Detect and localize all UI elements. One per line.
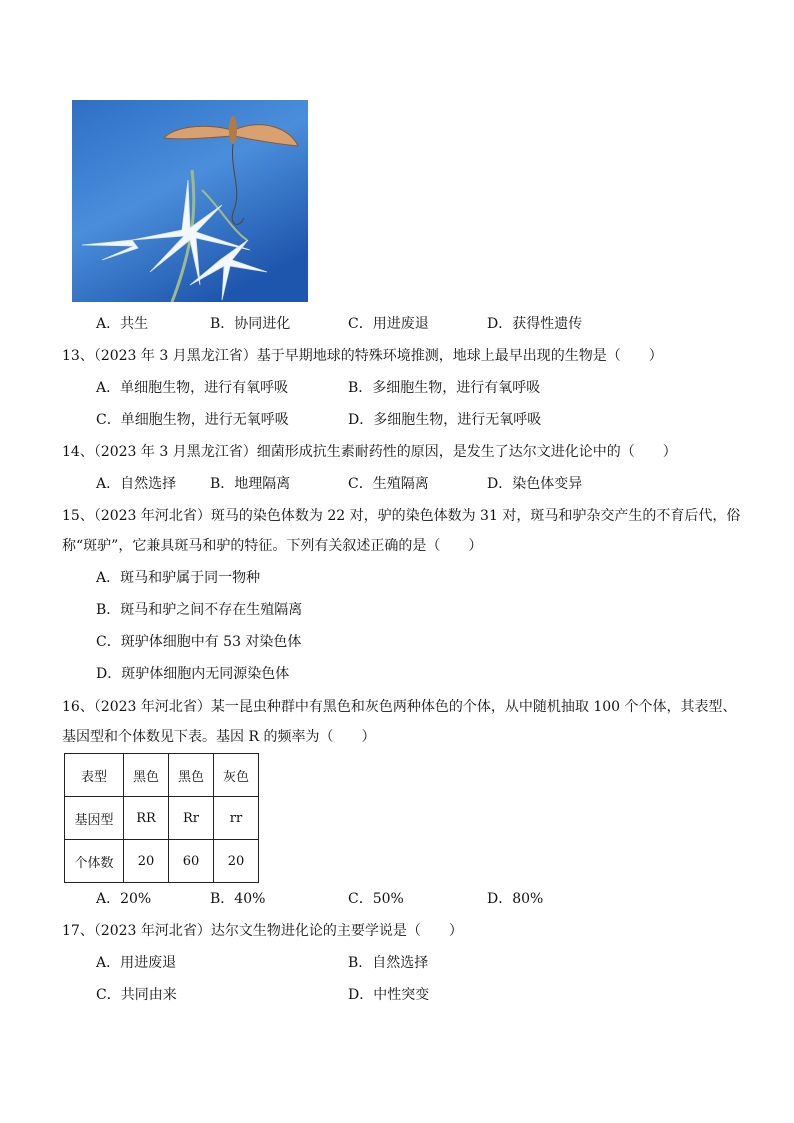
table-row <box>65 840 259 883</box>
q12-option-c: C．用进废退 <box>348 316 429 332</box>
q14-stem: 14、（2023 年 3 月黑龙江省）细菌形成抗生素耐药性的原因，是发生了达尔文进化论中的（ ） <box>62 444 677 460</box>
q17-option-a: A．用进废退 <box>96 955 177 971</box>
q13-option-a: A．单细胞生物，进行有氧呼吸 <box>96 380 289 396</box>
q16-stem-line1: 16、（2023 年河北省）某一昆虫种群中有黑色和灰色两种体色的个体，从中随机抽取 100 个个体，其表型、 <box>62 699 737 715</box>
moth-orchid-illustration <box>72 100 308 302</box>
q16-option-b: B．40% <box>210 891 266 907</box>
table-cell: 20 <box>124 840 169 883</box>
q15-stem-line1: 15、（2023 年河北省）斑马的染色体数为 22 对，驴的染色体数为 31 对，斑马和驴杂交产生的不育后代，俗 <box>62 508 741 524</box>
q15-option-b: B．斑马和驴之间不存在生殖隔离 <box>96 602 303 618</box>
table-cell: 基因型 <box>65 797 124 840</box>
q12-option-d: D．获得性遗传 <box>487 316 583 332</box>
moth-orchid-photo <box>72 100 308 302</box>
table-row <box>65 754 259 797</box>
q14-option-c: C．生殖隔离 <box>348 476 429 492</box>
q17-option-b: B．自然选择 <box>348 955 429 971</box>
q13-option-c: C．单细胞生物，进行无氧呼吸 <box>96 412 289 428</box>
table-cell: 黑色 <box>169 754 214 797</box>
q16-option-c: C．50% <box>348 891 404 907</box>
q15-option-a: A．斑马和驴属于同一物种 <box>96 570 261 586</box>
q16-stem-line2: 基因型和个体数见下表。基因 R 的频率为（ ） <box>62 729 376 745</box>
q12-option-a: A．共生 <box>96 316 149 332</box>
q13-stem: 13、（2023 年 3 月黑龙江省）基于早期地球的特殊环境推测，地球上最早出现的生物是（ ） <box>62 348 663 364</box>
q16-option-a: A．20% <box>96 891 152 907</box>
q14-option-a: A．自然选择 <box>96 476 177 492</box>
table-row <box>65 797 259 840</box>
q17-stem: 17、（2023 年河北省）达尔文生物进化论的主要学说是（ ） <box>62 923 463 939</box>
table-cell: 个体数 <box>65 840 124 883</box>
genotype-table <box>64 753 259 883</box>
table-cell: 黑色 <box>124 754 169 797</box>
q15-option-d: D．斑驴体细胞内无同源染色体 <box>96 666 290 682</box>
table-cell: 60 <box>169 840 214 883</box>
q15-option-c: C．斑驴体细胞中有 53 对染色体 <box>96 634 302 650</box>
q14-option-d: D．染色体变异 <box>487 476 583 492</box>
table-cell: Rr <box>169 797 214 840</box>
q12-option-b: B．协同进化 <box>210 316 291 332</box>
q15-stem-line2: 称“斑驴”，它兼具斑马和驴的特征。下列有关叙述正确的是（ ） <box>62 538 483 554</box>
q13-option-b: B．多细胞生物，进行有氧呼吸 <box>348 380 541 396</box>
table-cell: 20 <box>214 840 259 883</box>
table-cell: 表型 <box>65 754 124 797</box>
q14-option-b: B．地理隔离 <box>210 476 291 492</box>
q16-option-d: D．80% <box>487 891 544 907</box>
table-cell: 灰色 <box>214 754 259 797</box>
q17-option-c: C．共同由来 <box>96 987 177 1003</box>
q13-option-d: D．多细胞生物，进行无氧呼吸 <box>348 412 542 428</box>
table-cell: rr <box>214 797 259 840</box>
q17-option-d: D．中性突变 <box>348 987 430 1003</box>
table-cell: RR <box>124 797 169 840</box>
